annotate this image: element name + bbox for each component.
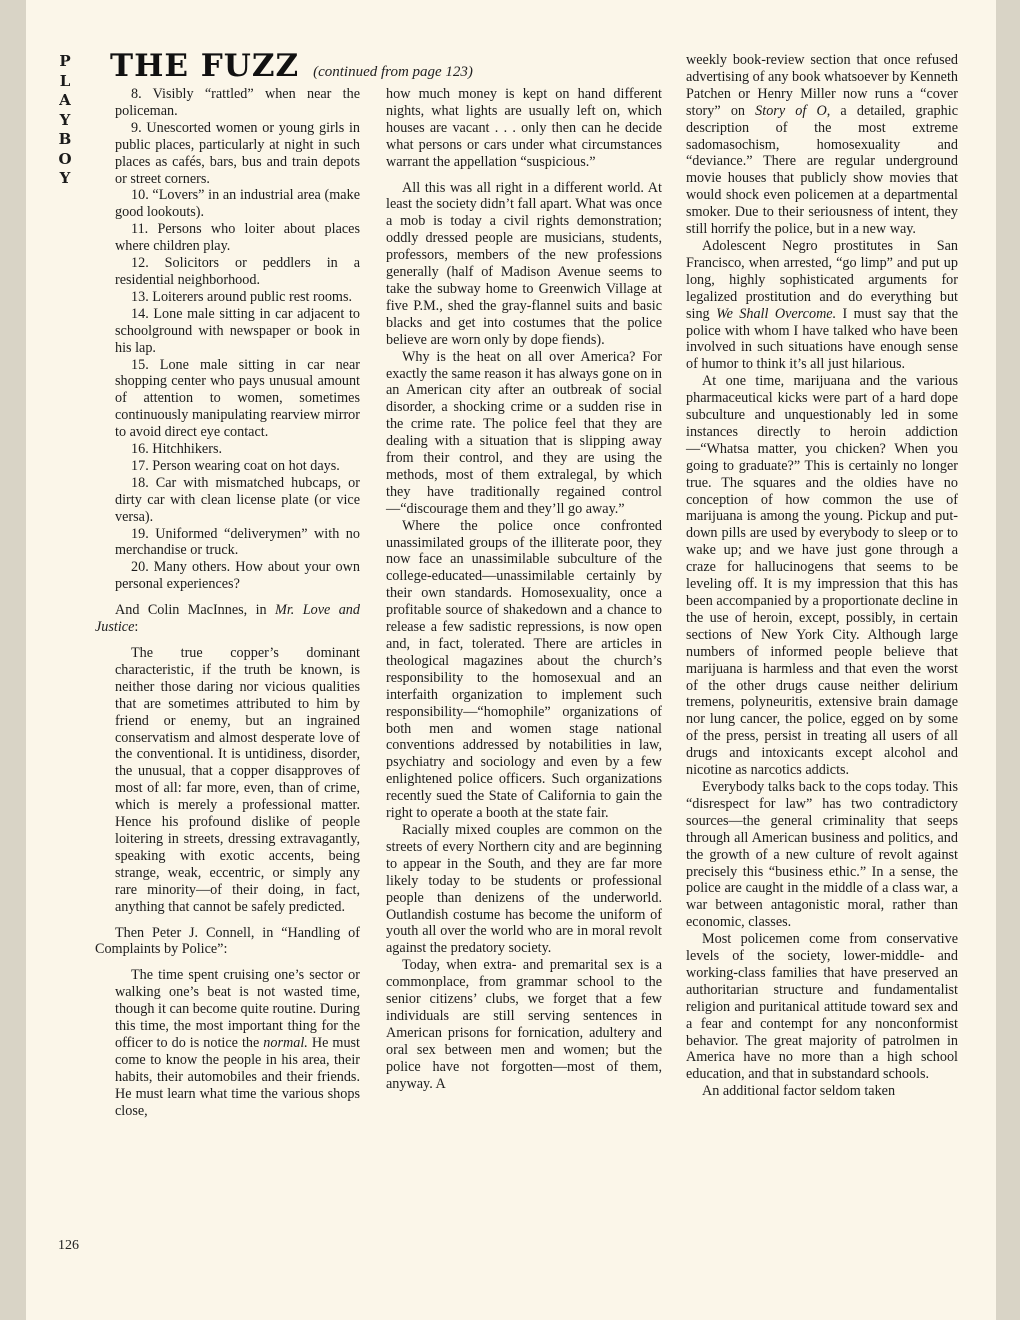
magazine-name-vertical: [54, 52, 76, 189]
list-item: 12. Solicitors or peddlers in a residential neighborhood.: [115, 255, 360, 288]
sidebar-letter: B: [58, 130, 72, 148]
list-item: 11. Persons who loiter about places where children play.: [115, 221, 360, 255]
list-item: 20. Many others. How about your own personal experiences?: [115, 559, 360, 593]
paragraph-text: Adolescent Negro prostitutes in San Francisco, when arrested, “go limp” and put up long, highly sophisticated arguments for legalized prostitution and do everything but sing: [686, 237, 958, 322]
list-item: 15. Lone male sitting in car near shopping center who pays unusual amount of attention to women, sometimes continuously manipulating rearview mirror to avoid direct eye contact.: [115, 356, 360, 441]
paragraph: Where the police once confronted unassimilated groups of the illiterate poor, they now face an unassimilable subculture of the college-educated—unassimilable certainly by their own standards. Homosexuality, once a profitable source of shakedown and a chance to release a few sadistic repressions, is now open and, in fact, tolerated. There are articles in theological magazines about the church’s responsibility to the homosexual and an interfaith organization to implement such responsibility—“homophile” organizations of both men and women stage national conventions addressed by notabilities in law, psychiatry and sociology and even by a few enlightened police officers. Such organizations recently sued the State of California to gain the right to operate a booth at the state fair.: [386, 517, 662, 822]
paragraph-text: weekly book-review section that once refused advertising of any book whatsoever by Kenneth Patchen or Henry Miller now runs a “cover story” on: [686, 52, 958, 119]
paragraph: [686, 238, 958, 373]
quote-text: He must come to know the people in his area, their habits, their automobiles and their friends. He must learn what time the various shops close,: [115, 1034, 360, 1119]
list-item: 19. Uniformed “deliverymen” with no merchandise or truck.: [115, 525, 360, 559]
paragraph: [686, 52, 958, 238]
paragraph: how much money is kept on hand different nights, what lights are usually left on, which houses are vacant . . . only then can he decide what persons or cars under what circumstances warrant the appellation “suspicious.”: [386, 86, 662, 170]
text-column-2: [386, 86, 662, 1092]
sidebar-letter: A: [59, 91, 71, 109]
list-item: 17. Person wearing coat on hot days.: [131, 457, 340, 474]
book-title: Story of O: [755, 102, 827, 119]
list-item: 10. “Lovers” in an industrial area (make good lookouts).: [115, 187, 360, 221]
paragraph: An additional factor seldom taken: [702, 1083, 896, 1100]
list-item: 13. Loiterers around public rest rooms.: [131, 288, 353, 305]
paragraph: Racially mixed couples are common on the streets of every Northern city and are beginning to appear in the South, and they are far more likely today to be students or professional people than denizens of the underworld. Outlandish costume has become the uniform of youth all over the world who are in moral revolt against the predatory society.: [386, 821, 662, 957]
sidebar-letter: O: [58, 149, 72, 168]
sidebar-letter: P: [59, 52, 71, 70]
quote-text: The time spent cruising one’s sector or walking one’s beat is not wasted time, though it can become quite routine. During this time, the most important thing for the officer to do is notice the: [115, 967, 360, 1051]
paragraph-text: , a detailed, graphic description of the most extreme sadomasochism, homosexuality and “deviance.” There are regular underground movie houses that publicly show movies that would shock even policemen at a departmental smoker. Due to their seriousness of intent, they still horrify the police, but in a new way.: [686, 102, 958, 238]
paragraph: At one time, marijuana and the various pharmaceutical kicks were part of a hard dope subculture and unquestionably led in some instances directly to heroin addiction—“Whatsa matter, you chicken? When you going to graduate?” This is certainly no longer true. The squares and the oldies have no conception of how common the use of marijuana is among the young. Pickup and put-down pills are used by everybody to sleep or to wake up; and we have just gone through a craze for hallucinogens that seems to be leveling off. It is my impression that this has been accompanied by a proportionate decline in the use of heroin, except, possibly, in certain sections of New York City. Although large numbers of informed people believe that marijuana is harmless and that even the worst of the other drugs cause neither delirium tremens, polyneuritis, extensive brain damage nor lung cancer, the police, egged on by some of the press, persist in treating all users of all drugs and intoxicants except alcohol and nicotine as narcotics addicts.: [686, 373, 958, 779]
text-column-1: [95, 86, 360, 1119]
sidebar-letter: L: [59, 71, 71, 90]
intro-text: And Colin MacInnes, in: [115, 602, 276, 619]
list-item: 16. Hitchhikers.: [131, 441, 223, 458]
connell-intro: Then Peter J. Connell, in “Handling of Complaints by Police”:: [95, 924, 360, 958]
sidebar-letter: Y: [59, 169, 71, 187]
text-column-3: [686, 52, 958, 1100]
list-item: 9. Unescorted women or young girls in public places, particularly at night in such places as cafés, bars, bus and train depots or street corners.: [115, 119, 360, 187]
connell-quote: [115, 967, 360, 1119]
paragraph: Today, when extra- and premarital sex is a commonplace, from grammar school to the senior citizens’ clubs, we forget that a few individuals are still serving sentences in American prisons for fornication, adultery and oral sex between men and women; but the police have not forgotten—most of them, anyway. A: [386, 957, 662, 1092]
article-headline: [110, 48, 473, 88]
paragraph: Everybody talks back to the cops today. This “disrespect for law” has two contradictory sources—the general criminality that seeps through all American business and politics, and the growth of a new culture of revolt against precisely this “business ethic.” In a sense, the police are caught in the middle of a class war, a war between antagonistic moral, rather than economic, classes.: [686, 778, 958, 931]
list-item: 8. Visibly “rattled” when near the policeman.: [115, 86, 360, 119]
list-item: 14. Lone male sitting in car adjacent to schoolground with newspaper or book in his lap.: [115, 305, 360, 356]
intro-colon: :: [134, 619, 139, 636]
emphasis: normal.: [263, 1034, 308, 1051]
macinnes-intro: [95, 602, 360, 636]
macinnes-quote: The true copper’s dominant characteristic, if the truth be known, is neither those daring nor vicious qualities that are sometimes attributed to him by friend or enemy, but an ingrained conservatism and almost desperate love of the conventional. It is untidiness, disorder, the unusual, that a copper disapproves of most of all: far more, even, than of crime, which is merely a professional matter. Hence his profound dislike of people loitering in streets, dressing extravagantly, speaking with exotic accents, being strange, weak, eccentric, or simply any rare minority—of their doing, in fact, anything that cannot be safely predicted.: [115, 645, 360, 915]
list-item: 18. Car with mismatched hubcaps, or dirty car with clean license plate (or vice versa).: [115, 474, 360, 525]
song-title: We Shall Overcome.: [716, 305, 837, 322]
paragraph: Most policemen come from conservative levels of the society, lower-middle- and working-class families that have preserved an authoritarian structure and fundamentalist religion and puritanical attitude toward sex and a fear and contempt for any nonconformist behavior. The great majority of patrolmen in America have no more than a high school education, and that in substandard schools.: [686, 931, 958, 1083]
paragraph: Why is the heat on all over America? For exactly the same reason it has always gone on in an American city after an outbreak of social disorder, a shocking crime or a sudden rise in the crime rate. The police feel that they are dealing with a situation that is slipping away from their control, and they are using the methods, most of them extralegal, by which they have traditionally regained control—“discourage them and they’ll go away.”: [386, 348, 662, 517]
page-number: 126: [58, 1238, 79, 1253]
paragraph-text: I must say that the police with whom I have talked who have been involved in such situations have enough sense of humor to think it’s all just hilarious.: [686, 305, 958, 373]
book-title: Mr. Love and Justice: [95, 602, 360, 636]
paragraph: All this was all right in a different world. At least the society didn’t fall apart. What was once a mob is today a civil rights demonstration; oddly dressed people are musicians, students, professors, members of the new professions generally (half of Madison Avenue seems to take the subway home to Greenwich Village at five P.M., shed the gray-flannel suits and basic blacks and get into costumes that the police believe are worn only by dope fiends).: [386, 179, 662, 348]
sidebar-letter: Y: [59, 110, 71, 129]
suspicious-list: [115, 86, 360, 593]
article-title: THE FUZZ: [110, 48, 300, 84]
continued-note: (continued from page 123): [313, 64, 473, 80]
